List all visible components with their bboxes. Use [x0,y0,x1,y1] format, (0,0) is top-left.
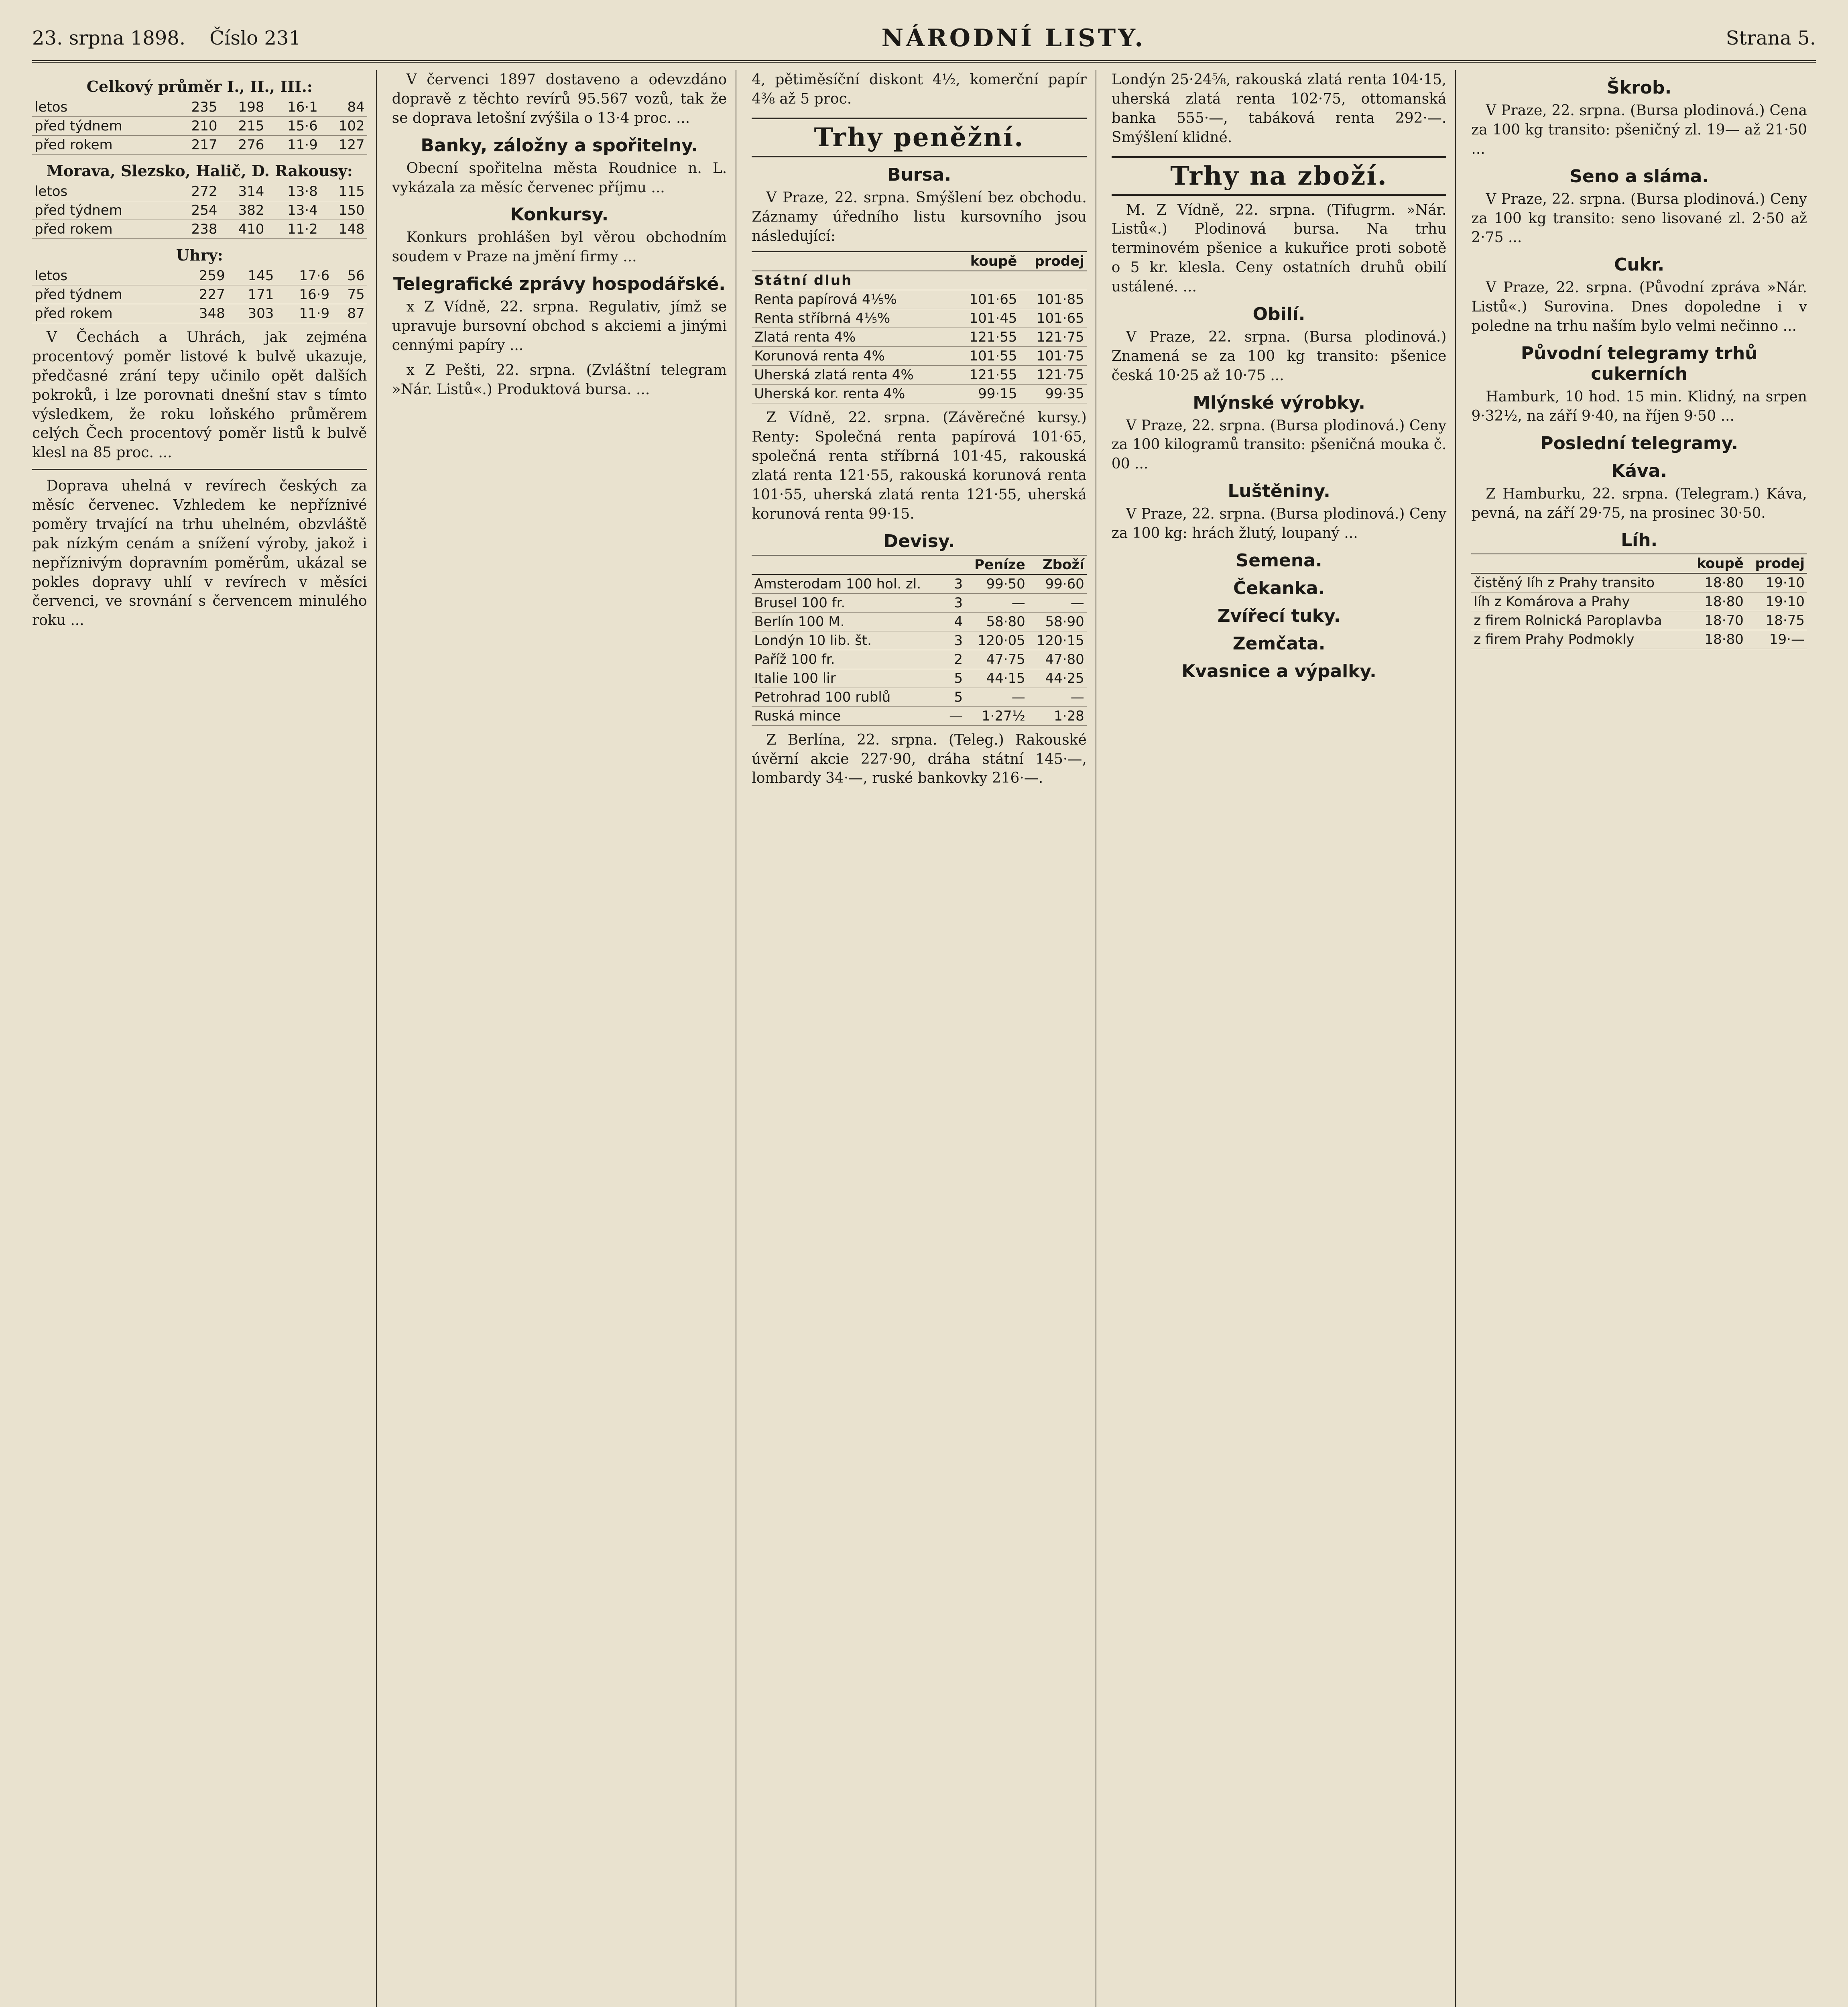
article-paragraph: V Praze, 22. srpna. (Bursa plodinová.) Ceny za 100 kilogramů transito: pšeničná mouka č. 00 ... [1111,417,1447,472]
article-paragraph: Hamburk, 10 hod. 15 min. Klidný, na srpen 9·32½, na září 9·40, na říjen 9·50 ... [1471,388,1807,424]
section-heading: Škrob. [1607,77,1672,98]
table-header-row: koupě prodej [752,252,1087,271]
page-header [32,16,1816,63]
article-paragraph: x Z Vídně, 22. srpna. Regulativ, jímž se upravuje bursovní obchod s akciemi a jinými cennými papíry ... [392,299,727,354]
table-row: Korunová renta 4% 101·55 101·75 [752,347,1087,366]
section-heading: Původní telegramy trhů cukerních [1521,343,1758,384]
section-heading: Čekanka. [1233,578,1325,598]
article-paragraph: M. Z Vídně, 22. srpna. (Tifugrm. »Nár. Listů«.) Plodinová bursa. Na trhu terminovém pšenice a kukuřice proti sobotě o 5 kr. klesla. Ceny ostatních druhů obilí ustálené. ... [1111,202,1447,295]
table-row: Renta stříbrná 4⅕% 101·45 101·65 [752,309,1087,328]
table-row: Amsterodam 100 hol. zl. 3 99·50 99·60 [752,574,1087,594]
column-4 [1112,70,1456,2007]
section-heading: Bursa. [887,164,951,185]
article-paragraph: V Čechách a Uhrách, jak zejména procentový poměr listové k bulvě ukazuje, předčasné zrání tepy učinilo opět dalších pokroků, i lze porovnati dnešní stav s tímto výsledkem, že roku loňského průměrem celých Čech procentový poměr listů k bulvě klesl na 85 proc. ... [32,329,367,461]
table-row: Londýn 10 lib. št. 3 120·05 120·15 [752,631,1087,650]
table-row: Zlatá renta 4% 121·55 121·75 [752,328,1087,347]
article-paragraph: V Praze, 22. srpna. Smýšlení bez obchodu. Záznamy úředního listu kursovního jsou následující: [752,189,1087,244]
section-heading: Líh. [1621,530,1658,551]
table-row: čistěný líh z Prahy transito 18·80 19·10 [1471,573,1807,592]
table-row: Berlín 100 M. 4 58·80 58·90 [752,612,1087,631]
table-row: Uherská zlatá renta 4% 121·55 121·75 [752,366,1087,385]
table-row: letos 272 314 13·8 115 [32,182,367,201]
section-heading: Zvířecí tuky. [1217,605,1341,626]
crop-table-3 [32,267,367,323]
section-title: Trhy na zboží. [1112,156,1447,196]
section-title: Trhy peněžní. [752,118,1087,157]
table-row: před týdnem 210 215 15·6 102 [32,117,367,136]
section-heading: Cukr. [1614,254,1665,275]
table-row: před týdnem 254 382 13·4 150 [32,201,367,220]
section-heading: Konkursy. [510,204,609,225]
section-heading: Devisy. [883,531,955,552]
section-heading: Banky, záložny a spořitelny. [421,135,698,156]
column-1 [32,70,377,2007]
section-heading: Telegrafické zprávy hospodářské. [393,274,726,295]
devisy-table [752,555,1087,726]
issue-date: 23. srpna 1898. [32,27,186,49]
table-row: líh z Komárova a Prahy 18·80 19·10 [1471,592,1807,611]
lih-table [1471,554,1807,649]
columns [32,70,1816,2007]
column-5 [1471,70,1816,2007]
article-paragraph: Konkurs prohlášen byl věrou obchodním soudem v Praze na jmění firmy ... [392,229,727,265]
table-row: před týdnem 227 171 16·9 75 [32,285,367,304]
column-2 [392,70,737,2007]
table-row: z firem Rolnická Paroplavba 18·70 18·75 [1471,611,1807,630]
table-row: Italie 100 lir 5 44·15 44·25 [752,669,1087,688]
issue-number: Číslo 231 [209,27,301,49]
article-paragraph: V Praze, 22. srpna. (Bursa plodinová.) Ceny za 100 kg transito: seno lisované zl. 2·50 až 2·75 ... [1471,191,1807,246]
table-row: Petrohrad 100 rublů 5 — — [752,688,1087,706]
article-paragraph: x Z Pešti, 22. srpna. (Zvláštní telegram »Nár. Listů«.) Produktová bursa. ... [392,362,727,398]
section-heading: Obilí. [1252,303,1305,324]
section-heading: Poslední telegramy. [1540,433,1738,454]
table-row: Brusel 100 fr. 3 — — [752,593,1087,612]
table-row: Státní dluh [752,271,1087,290]
section-heading: Káva. [1611,460,1667,481]
table-row: Uherská kor. renta 4% 99·15 99·35 [752,385,1087,403]
article-paragraph: V Praze, 22. srpna. (Bursa plodinová.) Cena za 100 kg transito: pšeničný zl. 19— až 21·50 ... [1471,102,1807,157]
table-header-row: koupě prodej [1471,554,1807,573]
table-title: Uhry: [176,246,223,264]
section-heading: Mlýnské výrobky. [1193,392,1365,413]
article-paragraph: Z Hamburku, 22. srpna. (Telegram.) Káva, pevná, na září 29·75, na prosinec 30·50. [1471,485,1807,521]
article-paragraph: Z Berlína, 22. srpna. (Teleg.) Rakouské úvěrní akcie 227·90, dráha státní 145·—, lombardy 34·—, ruské bankovky 216·—. [752,731,1087,787]
section-heading: Luštěniny. [1228,481,1330,502]
table-row: Renta papírová 4⅕% 101·65 101·85 [752,290,1087,309]
section-heading: Kvasnice a výpalky. [1181,661,1376,682]
table-title: Morava, Slezsko, Halič, D. Rakousy: [46,162,353,180]
article-paragraph: V Praze, 22. srpna. (Původní zpráva »Nár. Listů«.) Surovina. Dnes dopoledne i v poledne na trhu naším bylo velmi nečinno ... [1471,279,1807,334]
article-paragraph: Obecní spořitelna města Roudnice n. L. vykázala za měsíc červenec příjmu ... [392,160,727,196]
article-paragraph: V Praze, 22. srpna. (Bursa plodinová.) Znamená se za 100 kg transito: pšenice česká 10·25 až 10·75 ... [1111,328,1447,384]
article-paragraph: V červenci 1897 dostaveno a odevzdáno dopravě z těchto revírů 95.567 vozů, tak že se doprava letošní zvýšila o 13·4 proc. ... [392,71,727,126]
article-paragraph: 4, pětiměsíční diskont 4½, komerční papír 4⅜ až 5 proc. [752,71,1087,107]
table-row: letos 235 198 16·1 84 [32,98,367,117]
page-number: Strana 5. [1726,27,1816,49]
section-heading: Zemčata. [1232,633,1326,654]
table-row: před rokem 238 410 11·2 148 [32,220,367,239]
column-3 [752,70,1096,2007]
article-paragraph: Londýn 25·24⅝, rakouská zlatá renta 104·15, uherská zlatá renta 102·75, ottomanská banka 555·—, tabáková renta 292·—. Smýšlení klidné. [1111,71,1447,146]
table-row: letos 259 145 17·6 56 [32,267,367,285]
masthead-title: NÁRODNÍ LISTY. [881,24,1146,52]
article-paragraph: Doprava uhelná v revírech českých za měsíc červenec. Vzhledem ke nepříznivé poměry trvající na trhu uhelném, obzvláště pak nízkým cenám a snížení výroby, jakož i nepříznivým dopravním poměrům, ukázal se pokles dopravy uhlí v revírech v měsíci červenci, ve srovnání s červencem minulého roku ... [32,478,367,629]
article-paragraph: Z Vídně, 22. srpna. (Závěrečné kursy.) Renty: Společná renta papírová 101·65, společná renta stříbrná 101·45, rakouská zlatá renta 121·55, rakouská korunová renta 101·55, uherská zlatá renta 121·55, uherská korunová renta 99·15. [752,409,1087,522]
table-header-row: Peníze Zboží [752,555,1087,574]
section-heading: Seno a sláma. [1569,166,1709,187]
table-row: z firem Prahy Podmokly 18·80 19·— [1471,630,1807,649]
bursa-table [752,251,1087,403]
table-row: před rokem 217 276 11·9 127 [32,136,367,155]
table-title: Celkový průměr I., II., III.: [86,77,313,96]
section-heading: Semena. [1236,550,1322,571]
table-row: Paříž 100 fr. 2 47·75 47·80 [752,650,1087,669]
crop-table-2 [32,182,367,239]
table-row: Ruská mince — 1·27½ 1·28 [752,706,1087,725]
article-paragraph: V Praze, 22. srpna. (Bursa plodinová.) Ceny za 100 kg: hrách žlutý, loupaný ... [1111,506,1447,541]
crop-table-1 [32,98,367,155]
table-row: před rokem 348 303 11·9 87 [32,304,367,323]
